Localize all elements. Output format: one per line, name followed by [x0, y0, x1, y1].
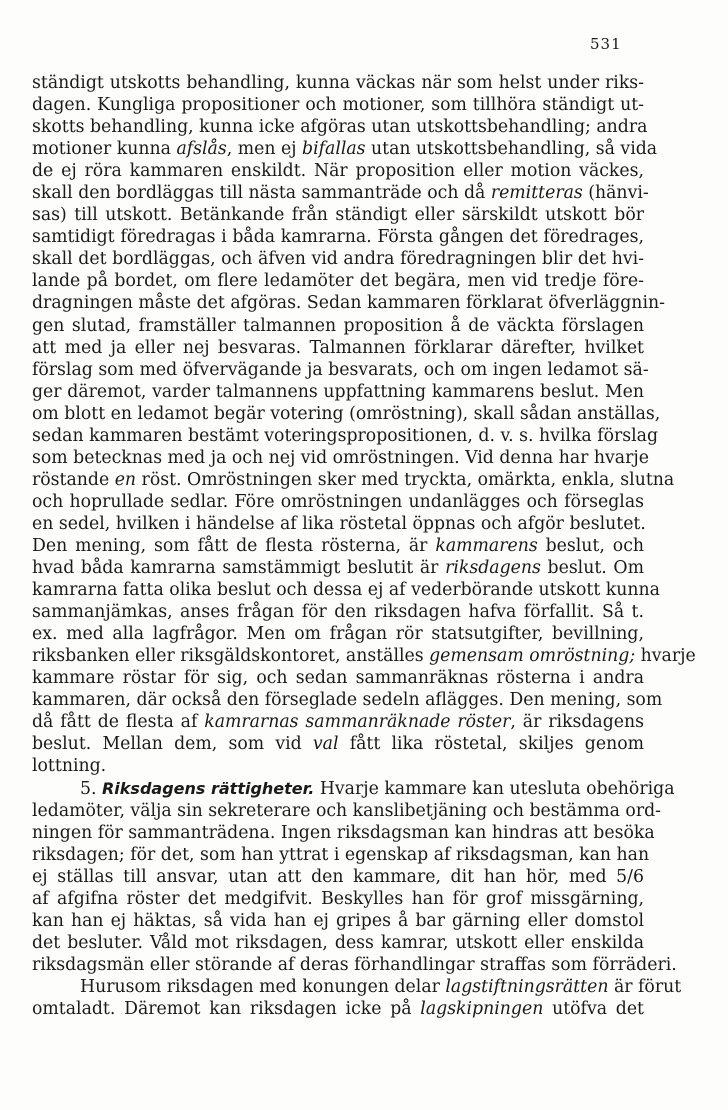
text-line: sedan kammaren bestämt voteringspropositionen, d. v. s. hvilka förslag [32, 425, 659, 446]
text-line: röstande en röst. Omröstningen sker med tryckta, omärkta, enkla, slutna [32, 469, 675, 490]
text-line: och hoprullade sedlar. Före omröstningen undanlägges och förseglas [32, 491, 644, 512]
text-line: Den mening, som fått de flesta rösterna, är kammarens beslut, och [32, 535, 644, 556]
emphasized-term: lagskipningen [420, 998, 544, 1019]
text-line: hvad båda kamrarna samstämmigt beslutit är riksdagens beslut. Om [32, 558, 644, 579]
text-line: motioner kunna afslås, men ej bifallas utan utskottsbehandling, så vida [32, 139, 658, 160]
text-line: skotts behandling, kunna icke afgöras utan utskottsbehandling; andra [32, 117, 648, 138]
text-line: ningen för sammanträdena. Ingen riksdagsman kan hindras att besöka [32, 822, 655, 843]
text-line: riksbanken eller riksgäldskontoret, anställes gemensam omröstning; hvarje [32, 646, 696, 667]
text-line: att med ja eller nej besvaras. Talmannen förklarar därefter, hvilket [32, 337, 644, 358]
text-line: riksdagsmän eller störande af deras förhandlingar straffas som förräderi. [32, 954, 677, 975]
text-line: beslut. Mellan dem, som vid val fått lika röstetal, skiljes genom [32, 734, 644, 755]
text-line: förslag som med öfvervägande ja besvarats, och om ingen ledamot sä- [32, 359, 649, 380]
text-line: kammaren, där också den förseglade sedeln aflägges. Den mening, som [32, 690, 663, 711]
emphasized-term: bifallas [302, 139, 366, 160]
text-line: om blott en ledamot begär votering (omröstning), skall sådan anställas, [32, 403, 661, 424]
emphasized-term: remitteras [490, 183, 583, 204]
text-line: omtaladt. Däremot kan riksdagen icke på lagskipningen utöfva det [32, 998, 644, 1019]
text-line: dragningen måste det afgöras. Sedan kammaren förklarat öfverläggnin- [32, 293, 665, 314]
text-line: det besluter. Våld mot riksdagen, dess kamrar, utskott eller enskilda [32, 932, 644, 953]
emphasized-term: val [312, 734, 339, 755]
text-line: samtidigt föredragas i båda kamrarna. Första gången det föredrages, [32, 227, 644, 248]
emphasized-term: lagstiftningsrätten [445, 976, 609, 997]
text-line: ej ställas till ansvar, utan att den kammare, dit han hör, med 5/6 [32, 866, 644, 887]
text-line: sammanjämkas, anses frågan för den riksdagen hafva förfallit. Så t. [32, 602, 644, 623]
text-line: 5. Riksdagens rättigheter. Hvarje kammare kan utesluta obehöriga [80, 778, 675, 799]
text-line: Hurusom riksdagen med konungen delar lagstiftningsrätten är förut [80, 976, 682, 997]
emphasized-term: riksdagens [445, 558, 541, 579]
emphasized-term: kamrarnas sammanräknade röster [204, 712, 511, 733]
text-line: riksdagen; för det, som han yttrat i egenskap af riksdagsman, kan han [32, 844, 650, 865]
paragraph-2 [32, 778, 677, 976]
text-line: kamrarna fatta olika beslut och dessa ej af vederbörande utskott kunna [32, 580, 660, 601]
paragraph-3 [32, 976, 682, 1020]
text-line: ledamöter, välja sin sekreterare och kanslibetjäning och bestämma ord- [32, 800, 661, 821]
emphasized-term: afslås [176, 139, 227, 160]
text-line: skall den bordläggas till nästa sammanträde och då remitteras (hänvi- [32, 183, 649, 204]
text-line: kan han ej häktas, så vida han ej gripes å bar gärning eller domstol [32, 910, 644, 931]
text-line: lottning. [32, 756, 107, 777]
paragraph-1 [32, 72, 696, 778]
text-line: gen slutad, framställer talmannen proposition å de väckta förslagen [32, 315, 644, 336]
emphasized-term: en [114, 469, 137, 490]
text-line: sas) till utskott. Betänkande från ständigt eller särskildt utskott bör [32, 205, 644, 226]
text-line: af afgifna röster det medgifvit. Beskylles han för grof missgärning, [32, 888, 644, 909]
text-line: skall det bordläggas, och äfven vid andra föredragningen blir det hvi- [32, 249, 644, 270]
text-line: en sedel, hvilken i händelse af lika röstetal öppnas och afgör beslutet. [32, 513, 646, 534]
text-line: då fått de flesta af kamrarnas sammanräknade röster, är riksdagens [32, 712, 644, 733]
text-line: som betecknas med ja och nej vid omröstningen. Vid denna har hvarje [32, 447, 649, 468]
emphasized-term: gemensam omröstning; [429, 646, 636, 667]
text-line: ger däremot, varder talmannens uppfattning kammarens beslut. Men [32, 381, 644, 402]
section-heading: Riksdagens rättigheter. [101, 778, 315, 798]
page-number: 531 [590, 35, 622, 53]
text-line: lande på bordet, om flere ledamöter det begära, men vid tredje före- [32, 271, 644, 292]
text-line: kammare röstar för sig, och sedan sammanräknas rösterna i andra [32, 668, 644, 689]
text-line: ex. med alla lagfrågor. Men om frågan rör statsutgifter, bevillning, [32, 624, 644, 645]
body-text [32, 72, 696, 1020]
text-line: dagen. Kungliga propositioner och motioner, som tillhöra ständigt ut- [32, 95, 644, 116]
emphasized-term: kammarens [435, 535, 538, 556]
text-line: de ej röra kammaren enskildt. När proposition eller motion väckes, [32, 161, 644, 182]
text-line: ständigt utskotts behandling, kunna väckas när som helst under riks- [32, 73, 644, 93]
